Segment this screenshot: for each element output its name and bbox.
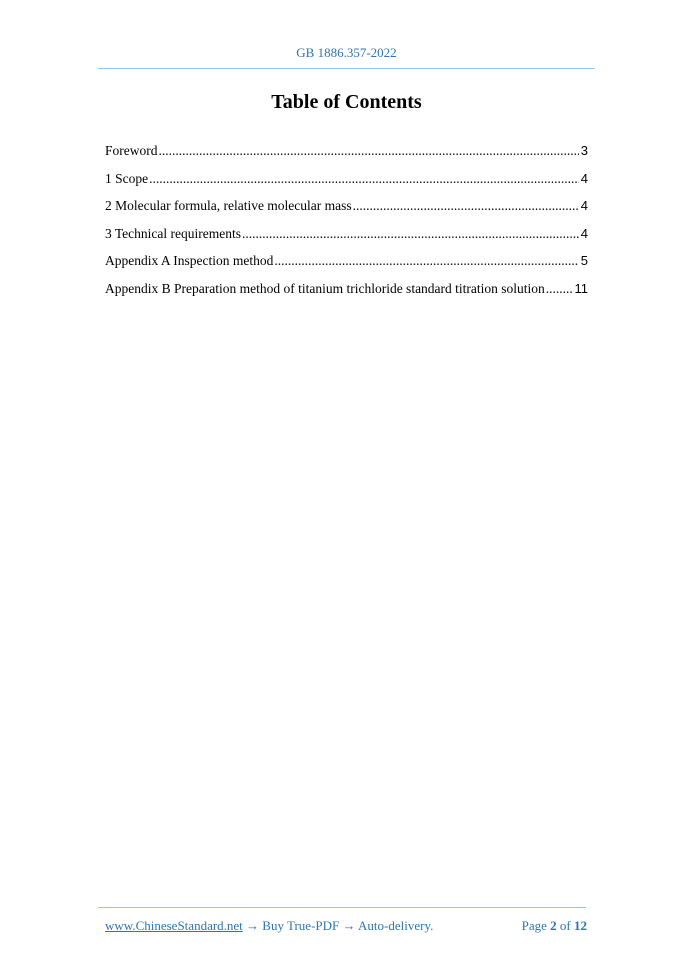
- current-page-number: 2: [550, 918, 557, 933]
- toc-entry-label: 3 Technical requirements: [105, 225, 242, 241]
- toc-dot-leader: [546, 281, 573, 297]
- toc-heading: Table of Contents: [271, 91, 422, 113]
- page-footer: [105, 918, 587, 934]
- document-header-title: GB 1886.357-2022: [296, 45, 397, 60]
- toc-entry-page: 4: [580, 198, 588, 213]
- toc-dot-leader: [242, 226, 579, 242]
- toc-entry-label: Appendix A Inspection method: [105, 253, 274, 268]
- site-link[interactable]: www.ChineseStandard.net: [105, 918, 243, 933]
- toc-entry-technical-requirements[interactable]: [105, 226, 588, 254]
- page-indicator: [522, 918, 587, 934]
- delivery-text: Auto-delivery.: [358, 918, 434, 933]
- toc-dot-leader: [149, 171, 579, 187]
- toc-entry-foreword[interactable]: [105, 143, 588, 171]
- toc-entry-page: 5: [580, 253, 588, 268]
- toc-entry-label: 2 Molecular formula, relative molecular mass: [105, 198, 352, 213]
- total-page-count: 12: [574, 918, 587, 933]
- toc-entry-page: 4: [580, 225, 588, 241]
- toc-entry-molecular-formula[interactable]: [105, 198, 588, 226]
- toc-entry-label: Foreword: [105, 143, 158, 158]
- page-of: of: [559, 918, 571, 933]
- arrow-right-icon: →: [246, 918, 260, 933]
- buy-pdf-text: Buy True-PDF: [262, 918, 340, 933]
- footer-divider: [98, 907, 586, 908]
- toc-entry-label: Appendix B Preparation method of titanium trichloride standard titration solution: [105, 280, 545, 296]
- toc-entry-page: 11: [574, 280, 588, 296]
- toc-entry-appendix-b[interactable]: [105, 281, 588, 309]
- toc-dot-leader: [353, 198, 579, 214]
- toc-dot-leader: [159, 143, 579, 159]
- toc-entry-appendix-a[interactable]: [105, 253, 588, 281]
- toc-entry-page: 4: [580, 170, 588, 186]
- page-prefix: Page: [521, 918, 547, 933]
- toc-dot-leader: [274, 253, 578, 269]
- toc-entry-label: 1 Scope: [105, 170, 149, 186]
- header-divider: [98, 68, 595, 69]
- footer-promo: [105, 918, 433, 934]
- arrow-right-icon: →: [342, 918, 356, 933]
- toc-entry-page: 3: [580, 143, 588, 158]
- toc-entry-scope[interactable]: [105, 171, 588, 199]
- toc-list: [105, 143, 588, 308]
